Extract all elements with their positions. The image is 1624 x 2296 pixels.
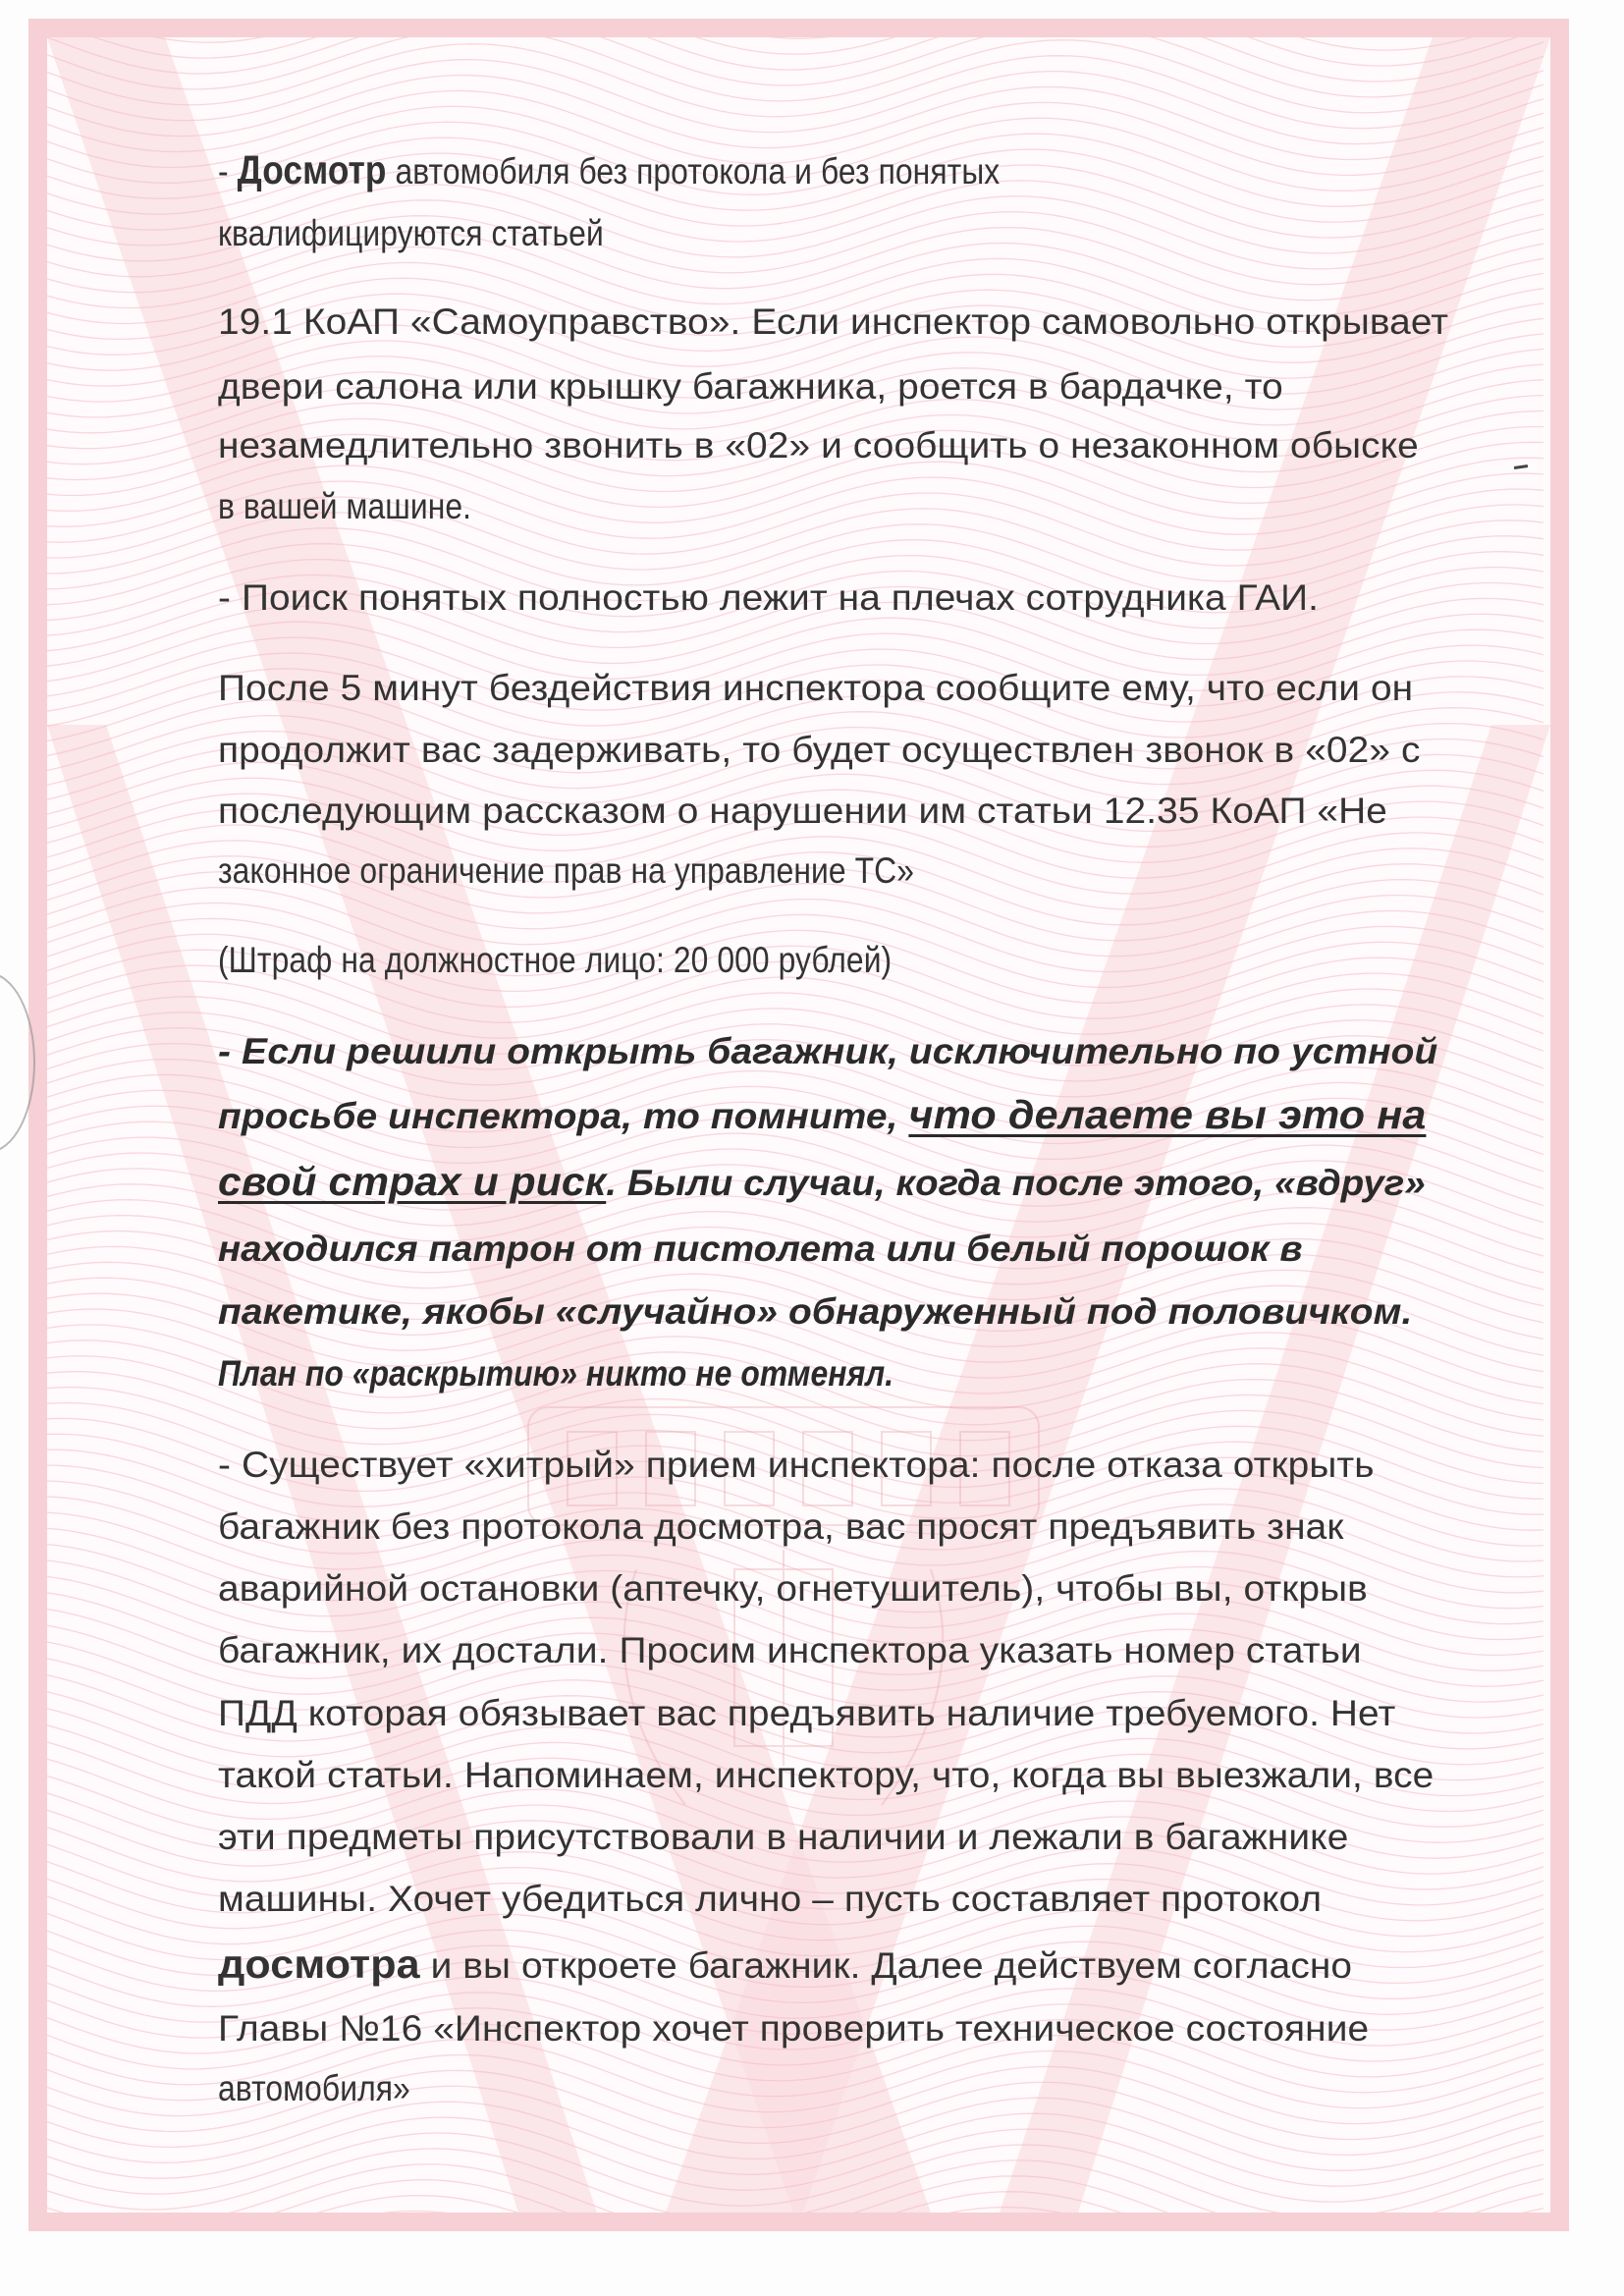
text-line	[218, 484, 471, 529]
text-span: - Существует «хитрый» прием инспектора: после отказа открыть	[218, 1445, 1375, 1485]
text-span: аварийной остановки (аптечку, огнетушитель), чтобы вы, открыв	[218, 1568, 1368, 1609]
text-line	[218, 1753, 1434, 1798]
italic-text: пакетике, якобы «случайно» обнаруженный под половичком.	[218, 1291, 1413, 1332]
text-span: багажник, их достали. Просим инспектора указать номер статьи	[218, 1630, 1362, 1670]
text-line	[218, 211, 604, 256]
text-line	[218, 1289, 1412, 1335]
text-line	[218, 789, 1387, 834]
text-span: такой статьи. Напоминаем, инспектору, что, когда вы выезжали, все	[218, 1755, 1435, 1795]
italic-text: План по «раскрытию» никто не отменял.	[218, 1353, 894, 1394]
text-line	[218, 938, 892, 983]
text-line	[218, 1159, 1426, 1206]
text-line	[218, 423, 1419, 468]
text-span: и вы откроете багажник. Далее действуем согласно	[419, 1945, 1353, 1986]
text-span: двери салона или крышку багажника, роется в бардачке, то	[218, 366, 1283, 407]
text-line	[218, 1092, 1426, 1139]
guilloche-line	[47, 44, 1543, 129]
italic-text: просьбе инспектора, то помните,	[218, 1096, 909, 1136]
text-line	[218, 1029, 1437, 1074]
text-span: законное ограничение прав на управление ТС»	[218, 850, 914, 891]
text-span: эти предметы присутствовали в наличии и лежали в багажнике	[218, 1817, 1349, 1857]
underlined-warning: что делаете вы это на	[908, 1092, 1427, 1137]
text-line	[218, 575, 1319, 621]
text-line	[218, 666, 1413, 711]
text-line	[218, 1941, 1352, 1989]
guilloche-line	[47, 37, 1543, 50]
text-line	[218, 1504, 1343, 1550]
text-line	[218, 1566, 1368, 1612]
text-line	[218, 300, 1448, 345]
text-span: ПДД которая обязывает вас предъявить наличие требуемого. Нет	[218, 1693, 1396, 1733]
text-span: в вашей машине.	[218, 486, 472, 526]
text-span: незамедлительно звонить в «02» и сообщить о незаконном обыске	[218, 425, 1419, 465]
text-line	[218, 2066, 410, 2111]
text-line	[218, 1815, 1348, 1860]
text-span: продолжит вас задерживать, то будет осуществлен звонок в «02» с	[218, 730, 1421, 770]
text-line	[218, 364, 1283, 410]
text-span: багажник без протокола досмотра, вас просят предъявить знак	[218, 1506, 1344, 1547]
text-line	[218, 1227, 1303, 1272]
text-line	[218, 1877, 1322, 1922]
text-line	[218, 848, 914, 894]
text-span: (Штраф на должностное лицо: 20 000 рублей)	[218, 940, 893, 980]
text-line	[218, 147, 1000, 194]
guilloche-line	[47, 37, 1543, 97]
text-span: Главы №16 «Инспектор хочет проверить техническое состояние	[218, 2008, 1370, 2049]
text-line	[218, 728, 1420, 773]
text-span: машины. Хочет убедиться лично – пусть составляет протокол	[218, 1879, 1323, 1919]
text-span: последующим рассказом о нарушении им статьи 12.35 КоАП «Не	[218, 791, 1388, 831]
text-line	[218, 1351, 893, 1396]
bold-term: Досмотр	[237, 147, 387, 192]
text-line	[218, 1443, 1375, 1488]
text-span: 19.1 КоАП «Самоуправство». Если инспектор самовольно открывает	[218, 301, 1449, 342]
italic-text: находился патрон от пистолета или белый порошок в	[218, 1229, 1303, 1269]
bold-term: досмотра	[218, 1941, 420, 1987]
text-span: -	[218, 151, 238, 191]
text-span: автомобиля»	[218, 2068, 410, 2108]
guilloche-line	[47, 60, 1543, 144]
text-span: квалифицируются статьей	[218, 213, 604, 253]
text-span: - Поиск понятых полностью лежит на плечах сотрудника ГАИ.	[218, 577, 1320, 618]
underlined-warning: свой страх и риск	[218, 1159, 607, 1204]
text-span: После 5 минут бездействия инспектора сообщите ему, что если он	[218, 668, 1414, 708]
text-span: автомобиля без протокола и без понятых	[386, 151, 1001, 191]
italic-text: - Если решили открыть багажник, исключительно по устной	[218, 1031, 1438, 1071]
text-line	[218, 1691, 1395, 1736]
text-line	[218, 1628, 1362, 1673]
text-line	[218, 2006, 1369, 2051]
italic-text: . Были случаи, когда после этого, «вдруг»	[606, 1163, 1426, 1203]
